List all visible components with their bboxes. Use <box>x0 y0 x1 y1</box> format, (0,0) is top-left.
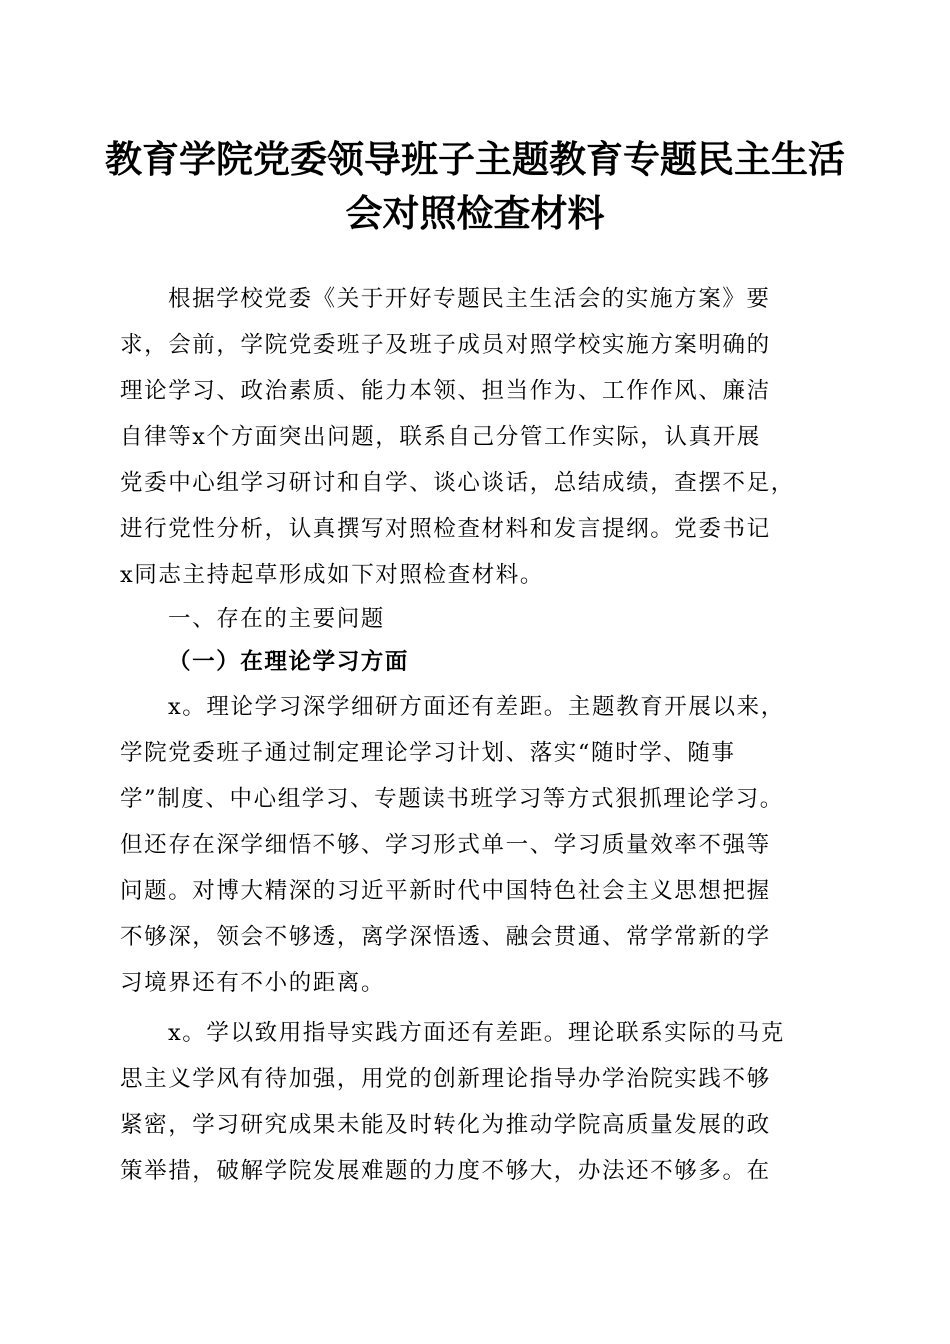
text-line: 但还存在深学细悟不够、学习形式单一、学习质量效率不强等 <box>120 832 771 858</box>
text-line: 理论学习、政治素质、能力本领、担当作为、工作作风、廉洁 <box>120 378 771 404</box>
text-line: 进行党性分析，认真撰写对照检查材料和发言提纲。党委书记 <box>120 516 771 542</box>
text-line: x。理论学习深学细研方面还有差距。主题教育开展以来， <box>168 694 785 720</box>
document-title <box>100 132 850 240</box>
text-line: 根据学校党委《关于开好专题民主生活会的实施方案》要 <box>168 286 771 312</box>
body-paragraph <box>120 684 832 1006</box>
title-line: 教育学院党委领导班子主题教育专题民主生活 <box>105 137 845 181</box>
text-line: 学”制度、中心组学习、专题读书班学习等方式狠抓理论学习。 <box>120 786 784 812</box>
text-line: 思主义学风有待加强，用党的创新理论指导办学治院实践不够 <box>120 1066 771 1092</box>
text-line: x同志主持起草形成如下对照检查材料。 <box>120 562 544 588</box>
text-line: x。学以致用指导实践方面还有差距。理论联系实际的马克 <box>168 1020 785 1046</box>
text-line: 习境界还有不小的距离。 <box>120 970 386 996</box>
text-line: 紧密，学习研究成果未能及时转化为推动学院高质量发展的政 <box>120 1112 771 1138</box>
text-line: 问题。对博大精深的习近平新时代中国特色社会主义思想把握 <box>120 878 771 904</box>
intro-paragraph <box>120 276 832 598</box>
text-line: 求，会前，学院党委班子及班子成员对照学校实施方案明确的 <box>120 332 771 358</box>
text-line: 党委中心组学习研讨和自学、谈心谈话，总结成绩，查摆不足， <box>120 470 795 496</box>
subsection-heading: （一）在理论学习方面 <box>168 649 410 675</box>
text-line: 不够深，领会不够透，离学深悟透、融会贯通、常学常新的学 <box>120 924 771 950</box>
title-line: 会对照检查材料 <box>345 191 605 235</box>
text-line: 自律等x个方面突出问题，联系自己分管工作实际，认真开展 <box>120 424 761 450</box>
body-paragraph <box>120 1010 832 1194</box>
text-line: 学院党委班子通过制定理论学习计划、落实“随时学、随事 <box>120 740 736 766</box>
section-heading: 一、存在的主要问题 <box>168 606 385 632</box>
document-body <box>120 276 832 1194</box>
text-line: 策举措，破解学院发展难题的力度不够大，办法还不够多。在 <box>120 1158 771 1184</box>
